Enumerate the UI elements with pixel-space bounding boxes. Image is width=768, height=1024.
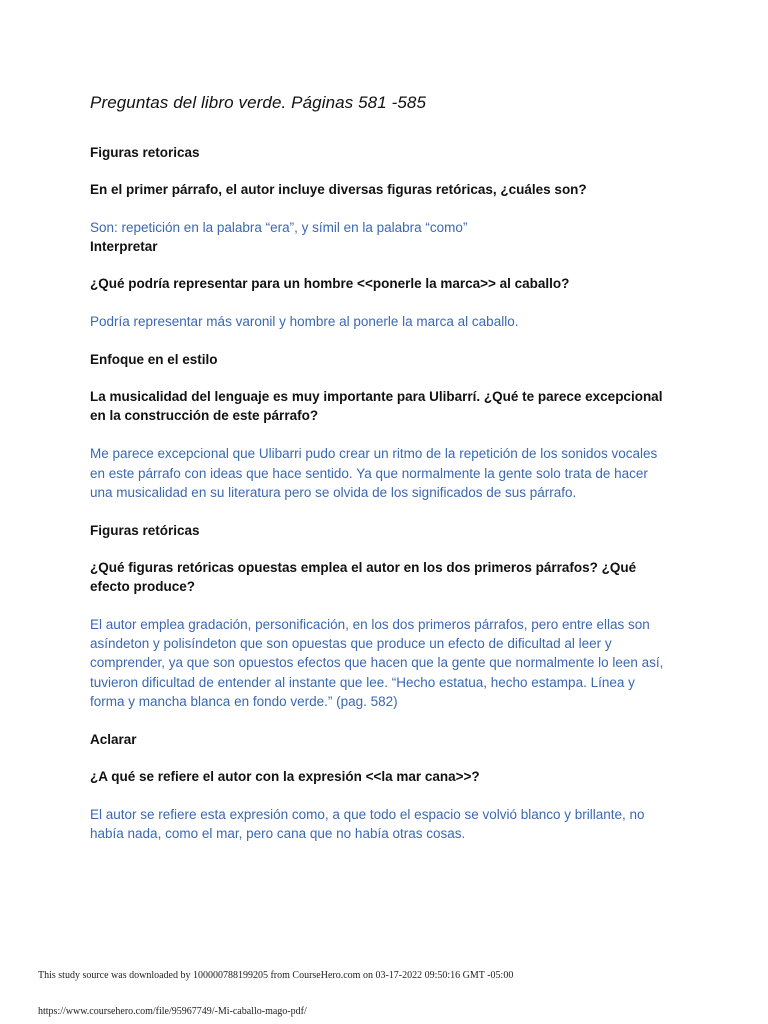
section-heading-aclarar: Aclarar (90, 732, 137, 748)
answer-4-line: comprender, ya que son opuestos efectos que hacen que la gente que normalmente lo leen así, (90, 655, 664, 671)
question-3-line: La musicalidad del lenguaje es muy importante para Ulibarrí. ¿Qué te parece excepcional (90, 389, 663, 405)
question-2: ¿Qué podría representar para un hombre <<ponerle la marca>> al caballo? (90, 276, 570, 292)
answer-3-line: Me parece excepcional que Ulibarri pudo crear un ritmo de la repetición de los sonidos vocales (90, 446, 658, 462)
question-4 (90, 558, 690, 596)
answer-2: Podría representar más varonil y hombre al ponerle la marca al caballo. (90, 314, 519, 330)
answer-3 (90, 444, 690, 502)
answer-3-line: en este párrafo con ideas que hace sentido. Ya que normalmente la gente solo trata de hacer (90, 465, 648, 481)
question-4-line: efecto produce? (90, 579, 196, 595)
question-1: En el primer párrafo, el autor incluye diversas figuras retóricas, ¿cuáles son? (90, 182, 587, 197)
answer-5 (90, 805, 690, 843)
section-heading-figuras-retoricas: Figuras retoricas (90, 145, 200, 160)
answer-4-line: tuvieron dificultad de entender al instante que lee. “Hecho estatua, hecho estampa. Línea y (90, 674, 635, 690)
document-body (90, 93, 690, 843)
answer-4-line: El autor emplea gradación, personificación, en los dos primeros párrafos, pero entre ellas son (90, 617, 650, 633)
question-3-line: en la construcción de este párrafo? (90, 408, 319, 424)
question-4-line: ¿Qué figuras retóricas opuestas emplea el autor en los dos primeros párrafos? ¿Qué (90, 560, 637, 576)
section-heading-enfoque-estilo: Enfoque en el estilo (90, 352, 218, 368)
answer-1: Son: repetición en la palabra “era”, y símil en la palabra “como” (90, 220, 468, 235)
source-url[interactable]: https://www.coursehero.com/file/95967749/-Mi-caballo-mago-pdf/ (38, 1006, 307, 1017)
section-heading-figuras-retoricas-2: Figuras retóricas (90, 523, 200, 539)
question-3 (90, 387, 690, 425)
answer-4-line: forma y mancha blanca en fondo verde.” (pag. 582) (90, 693, 398, 709)
answer-5-line: El autor se refiere esta expresión como, a que todo el espacio se volvió blanco y brillante, no (90, 807, 645, 823)
section-heading-interpretar: Interpretar (90, 239, 158, 255)
answer-4 (90, 615, 690, 711)
answer-3-line: una musicalidad en su literatura pero se olvida de los significados de sus párrafo. (90, 484, 577, 500)
answer-4-line: asíndeton y polisíndeton que son opuestas que produce un efecto de dificultad al leer y (90, 636, 612, 652)
download-notice: This study source was downloaded by 100000788199205 from CourseHero.com on 03-17-2022 09:50:16 GMT -05:00 (38, 970, 514, 981)
document-title: Preguntas del libro verde. Páginas 581 -585 (90, 93, 427, 112)
answer-5-line: había nada, como el mar, pero cana que no había otras cosas. (90, 826, 466, 842)
question-5: ¿A qué se refiere el autor con la expresión <<la mar cana>>? (90, 769, 480, 785)
